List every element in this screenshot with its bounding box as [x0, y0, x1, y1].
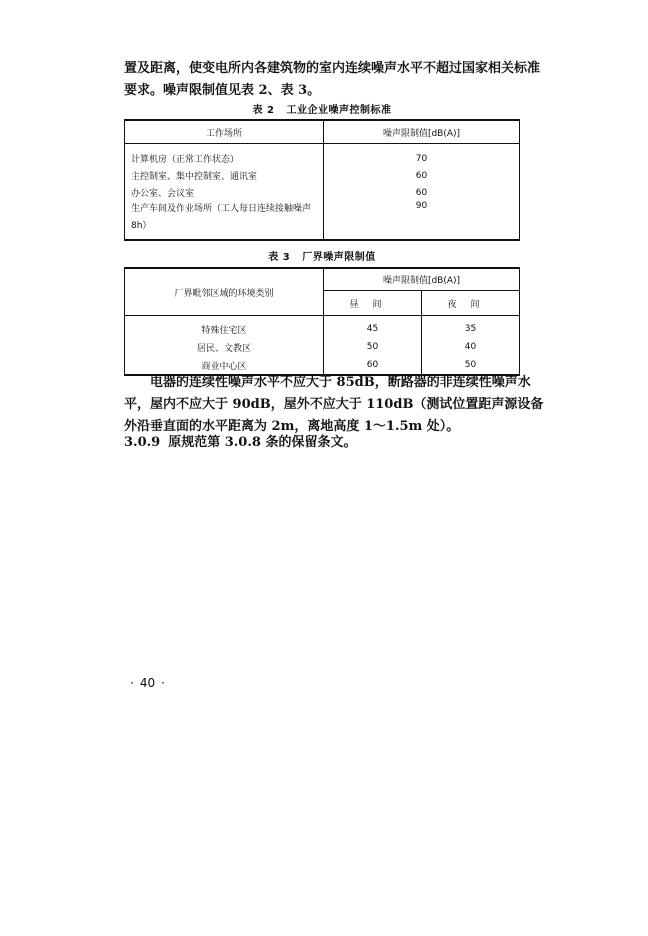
table2-noise-standard — [124, 119, 520, 241]
table3-cell-day: 60 — [324, 356, 422, 375]
table2-cell-place: 生产车间及作业场所（工人每日连续接触噪声 8h） — [125, 201, 324, 240]
table3-cell-night: 50 — [464, 360, 477, 370]
table3-title: 厂界噪声限制值 — [302, 252, 376, 263]
table2-cell-place: 计算机房（正常工作状态） — [125, 144, 324, 168]
table3-cell-night: 40 — [464, 342, 477, 352]
table3-header-day: 昼间 — [324, 291, 422, 316]
table3-cell-day: 45 — [324, 316, 422, 339]
table3-cell-day: 50 — [324, 338, 422, 356]
table2-header-place: 工作场所 — [125, 120, 324, 144]
table2-cell-value: 60 — [415, 170, 428, 181]
table-row — [125, 167, 520, 184]
table3-header-night: 夜间 — [422, 291, 520, 316]
table-row — [125, 316, 520, 339]
table3-cell-night: 35 — [464, 324, 477, 334]
page-number — [124, 676, 171, 690]
table-row — [125, 144, 520, 168]
table3-cell-area: 居民、文教区 — [125, 338, 324, 356]
clause-text: 原规范第 3.0.8 条的保留条文。 — [168, 435, 357, 450]
table3-boundary-noise — [124, 267, 520, 376]
table2-number: 表 2 — [252, 105, 275, 116]
table2-cell-place: 办公室、会议室 — [125, 184, 324, 201]
table2-cell-place: 主控制室、集中控制室、通讯室 — [125, 167, 324, 184]
table2-title: 工业企业噪声控制标准 — [286, 105, 392, 116]
table3-header-row — [125, 268, 520, 291]
table3-caption — [124, 248, 520, 263]
table3-number: 表 3 — [268, 252, 291, 263]
table2-caption — [124, 101, 520, 116]
table2-cell-value: 90 — [415, 201, 428, 211]
paragraph-noise-limits: 电器的连续性噪声水平不应大于 85dB，断路器的非连续性噪声水平，屋内不应大于 90dB，屋外不应大于 110dB（测试位置距声源设备外沿垂直面的水平距离为 2m，离地高度 1～1.5m 处）。 — [124, 375, 544, 434]
table-row — [125, 201, 520, 240]
clause-number: 3.0.9 — [124, 435, 161, 450]
table2-cell-value: 60 — [415, 187, 428, 198]
table3-cell-area: 商业中心区 — [125, 356, 324, 375]
table2-header-limit: 噪声限制值[dB(A)] — [324, 120, 520, 144]
table-row — [125, 338, 520, 356]
page-number-value: 40 — [139, 676, 156, 690]
paragraph-intro: 置及距离，使变电所内各建筑物的室内连续噪声水平不超过国家相关标准要求。噪声限制值见表 2、表 3。 — [124, 61, 541, 98]
table3-header-limit: 噪声限制值[dB(A)] — [324, 268, 520, 291]
page-number-dot-left: · — [130, 676, 134, 690]
table2-header-row — [125, 120, 520, 144]
table3-cell-area: 特殊住宅区 — [125, 316, 324, 339]
table-row — [125, 184, 520, 201]
page-number-dot-right: · — [161, 676, 165, 690]
paragraph-clause — [124, 432, 544, 454]
table2-cell-value: 70 — [415, 153, 428, 164]
table3-header-area: 厂界毗邻区域的环境类别 — [125, 268, 324, 316]
